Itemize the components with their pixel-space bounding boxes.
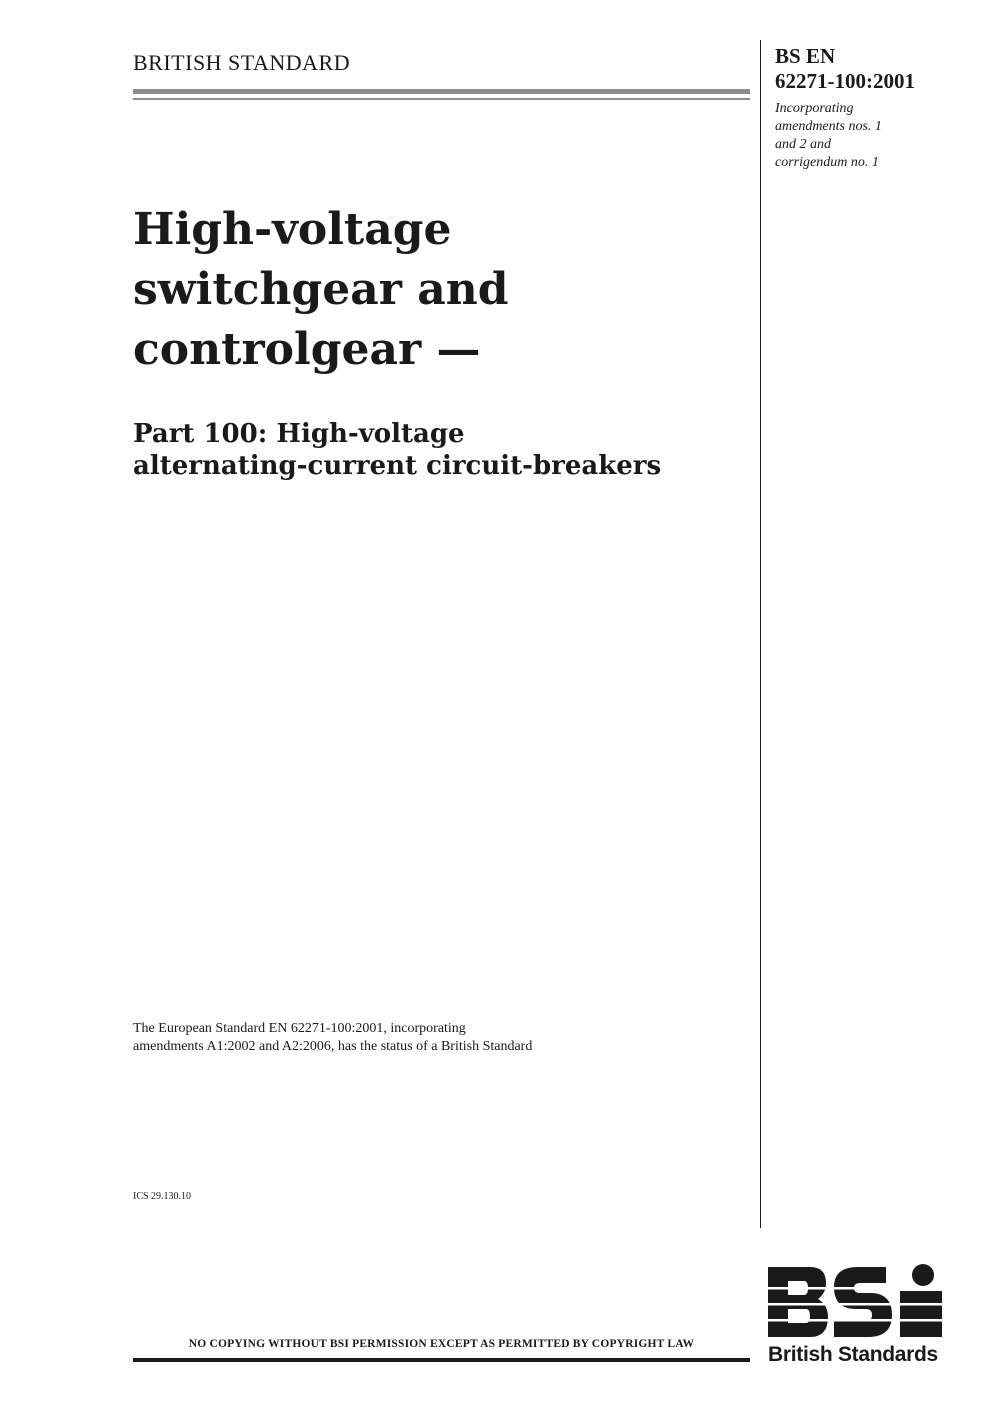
footer-rule xyxy=(133,1358,750,1362)
document-subtitle: Part 100: High-voltage alternating-current circuit-breakers xyxy=(133,419,662,481)
status-statement: The European Standard EN 62271-100:2001, incorporating amendments A1:2002 and A2:2006, has the status of a British Standard xyxy=(133,1021,533,1054)
bsi-tagline: British Standards xyxy=(768,1343,938,1366)
ics-code: ICS 29.130.10 xyxy=(133,1191,192,1202)
header-rule-thick xyxy=(133,89,750,94)
document-title: High-voltage switchgear and controlgear — xyxy=(133,204,509,375)
header-rule-thin xyxy=(133,98,750,100)
copyright-notice: NO COPYING WITHOUT BSI PERMISSION EXCEPT AS PERMITTED BY COPYRIGHT LAW xyxy=(188,1338,695,1350)
header-label: BRITISH STANDARD xyxy=(133,50,351,75)
amendments-note: Incorporating amendments nos. 1 and 2 and corrigendum no. 1 xyxy=(775,101,882,170)
bsi-logo-mark xyxy=(768,1263,944,1341)
bsi-logo xyxy=(768,1263,944,1341)
vertical-divider xyxy=(760,40,761,1228)
standard-number: BS EN 62271-100:2001 xyxy=(775,44,915,93)
